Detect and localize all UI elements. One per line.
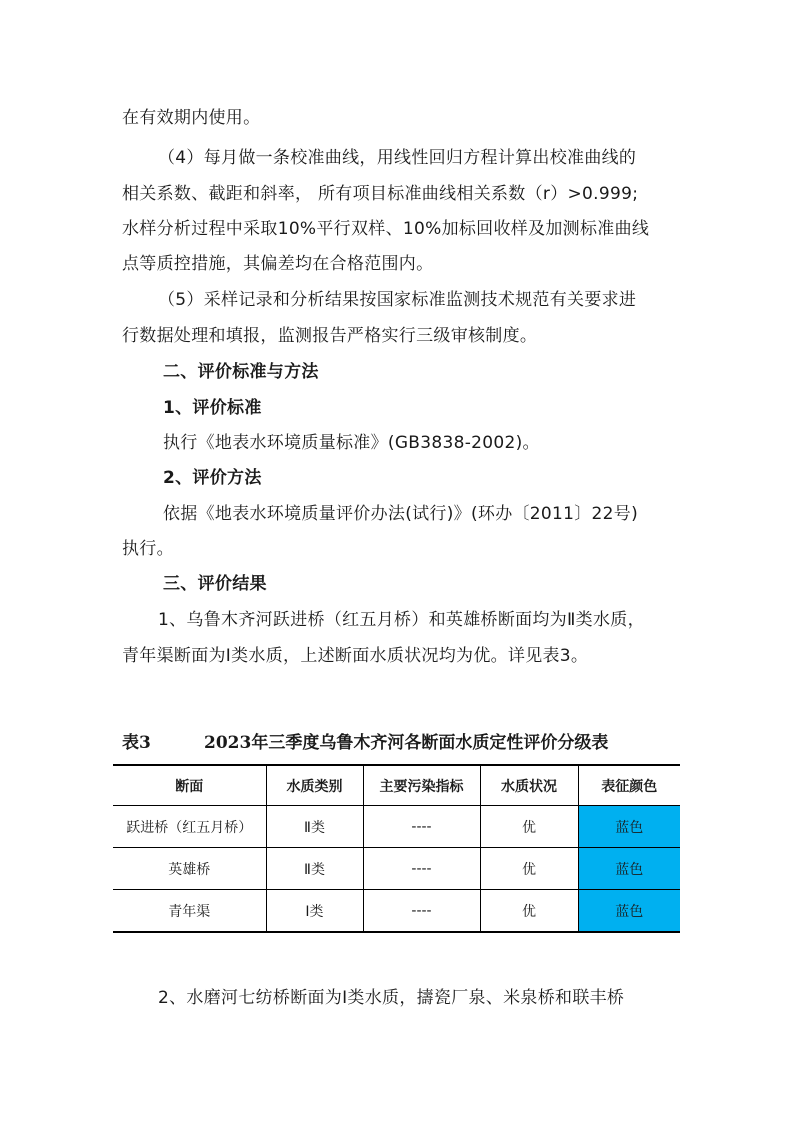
table-cell: ---- — [363, 848, 480, 890]
table-row — [113, 848, 680, 890]
paragraph-line: 在有效期内使用。 — [122, 108, 261, 128]
paragraph-line: （4）每月做一条校准曲线，用线性回归方程计算出校准曲线的 — [158, 148, 637, 168]
paragraph-line: 相关系数、截距和斜率， 所有项目标准曲线相关系数（r）>0.999; — [122, 184, 639, 204]
color-cell: 蓝色 — [578, 848, 680, 890]
table-cell: Ⅱ类 — [266, 848, 363, 890]
section-heading: 三、评价结果 — [163, 574, 267, 594]
water-quality-table — [113, 764, 680, 933]
subsection-heading: 2、评价方法 — [163, 468, 262, 488]
table-row — [113, 890, 680, 933]
table-cell: ---- — [363, 890, 480, 933]
table-header-row — [113, 765, 680, 806]
table-caption — [122, 733, 682, 753]
color-cell: 蓝色 — [578, 890, 680, 933]
column-header: 水质类别 — [266, 765, 363, 806]
table-row — [113, 806, 680, 848]
paragraph-line: 行数据处理和填报，监测报告严格实行三级审核制度。 — [122, 326, 538, 346]
table-caption-title: 2023年三季度乌鲁木齐河各断面水质定性评价分级表 — [204, 733, 609, 753]
paragraph-line: 2、水磨河七纺桥断面为Ⅰ类水质，擣瓷厂泉、米泉桥和联丰桥 — [158, 988, 625, 1008]
table-cell: ---- — [363, 806, 480, 848]
paragraph-line: 依据《地表水环境质量评价办法(试行)》(环办〔2011〕22号) — [163, 504, 639, 524]
table-cell: 优 — [480, 890, 578, 933]
column-header: 水质状况 — [480, 765, 578, 806]
color-cell: 蓝色 — [578, 806, 680, 848]
paragraph-line: （5）采样记录和分析结果按国家标准监测技术规范有关要求进 — [158, 290, 637, 310]
paragraph-line: 水样分析过程中采取10%平行双样、10%加标回收样及加测标准曲线 — [122, 219, 650, 239]
paragraph-line: 青年渠断面为Ⅰ类水质，上述断面水质状况均为优。详见表3。 — [122, 646, 589, 666]
column-header: 表征颜色 — [578, 765, 680, 806]
table-cell: 优 — [480, 806, 578, 848]
paragraph-line: 执行《地表水环境质量标准》(GB3838-2002)。 — [163, 433, 540, 453]
paragraph-line: 1、乌鲁木齐河跃进桥（红五月桥）和英雄桥断面均为Ⅱ类水质， — [158, 610, 645, 630]
column-header: 主要污染指标 — [363, 765, 480, 806]
table-cell: 英雄桥 — [113, 848, 266, 890]
table-cell: 跃进桥（红五月桥） — [113, 806, 266, 848]
table-cell: 青年渠 — [113, 890, 266, 933]
table-caption-number: 表3 — [122, 733, 151, 753]
table-cell: 优 — [480, 848, 578, 890]
section-heading: 二、评价标准与方法 — [163, 362, 319, 382]
table-cell: Ⅱ类 — [266, 806, 363, 848]
subsection-heading: 1、评价标准 — [163, 398, 262, 418]
paragraph-line: 点等质控措施，其偏差均在合格范围内。 — [122, 254, 434, 274]
table-cell: Ⅰ类 — [266, 890, 363, 933]
column-header: 断面 — [113, 765, 266, 806]
paragraph-line: 执行。 — [122, 539, 174, 559]
